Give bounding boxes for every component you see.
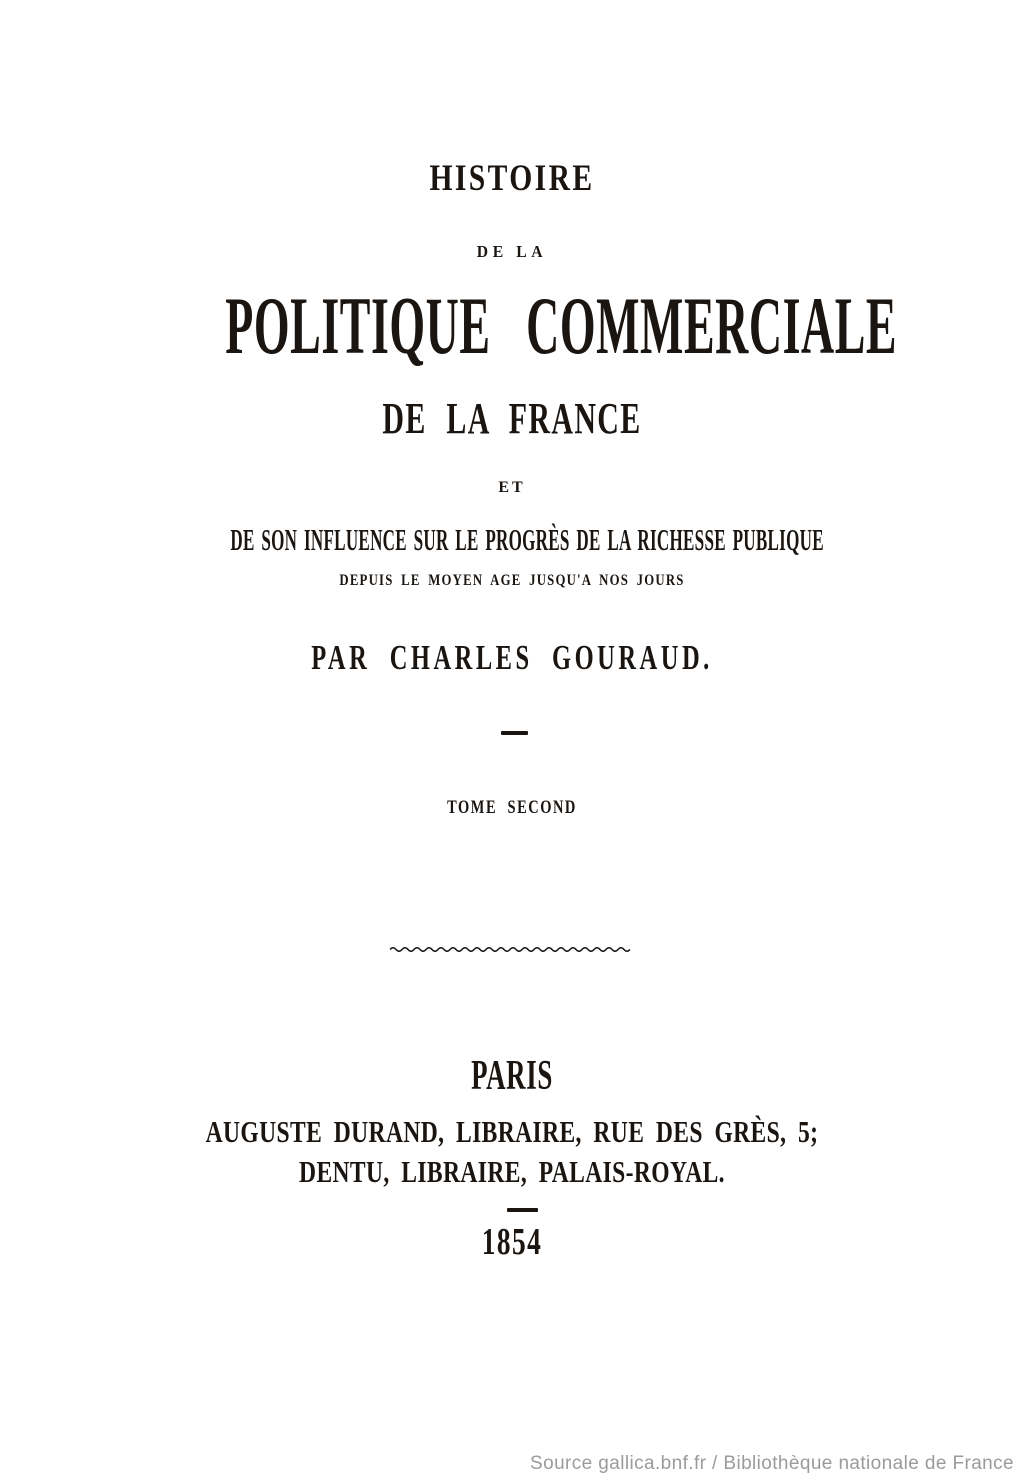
imprint-publisher-line2: DENTU, LIBRAIRE, PALAIS-ROYAL. [299,1154,725,1189]
influence-subtitle: DE SON INFLUENCE SUR LE PROGRÈS DE LA RICHESSE PUBLIQUE [230,522,824,557]
imprint-dash-rule [507,1208,538,1212]
series-connector: DE LA [476,242,548,261]
wavy-rule [389,944,636,953]
imprint-publisher-line1: AUGUSTE DURAND, LIBRAIRE, RUE DES GRÈS, 5; [205,1114,819,1149]
imprint-year: 1854 [481,1221,543,1263]
conjunction-et: ET [498,479,526,496]
imprint-city: PARIS [471,1053,553,1099]
author-line: PAR CHARLES GOURAUD. [311,638,713,677]
series-title: HISTOIRE [429,158,595,199]
gallica-source-credit: Source gallica.bnf.fr / Bibliothèque nationale de France [530,1453,1014,1474]
main-title: POLITIQUE COMMERCIALE [225,280,898,371]
separator-dash-rule [501,731,528,735]
volume-line: TOME SECOND [447,797,577,818]
territory-title: DE LA FRANCE [382,394,642,443]
wavy-rule-container [0,940,1024,958]
period-subtitle: DEPUIS LE MOYEN AGE JUSQU'A NOS JOURS [339,572,685,589]
